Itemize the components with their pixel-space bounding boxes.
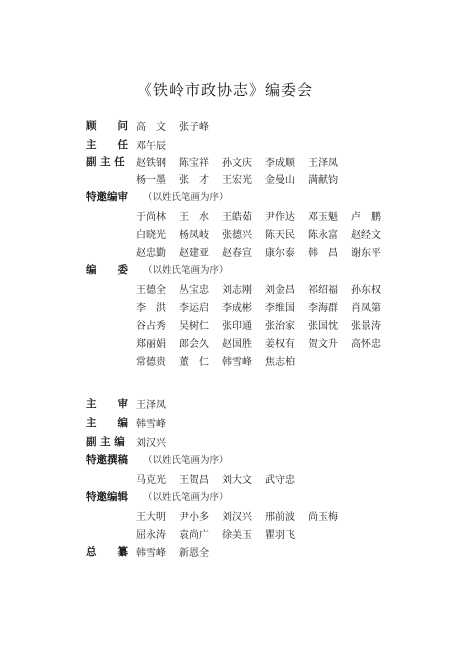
name: 谢东平 <box>351 248 381 259</box>
chief-reviewer-names <box>136 396 179 411</box>
name: 王 水 <box>179 212 209 223</box>
deputy-chief-editor-names <box>136 434 179 449</box>
chief-reviewer-label: 主 审 <box>86 398 128 410</box>
committee-names-line-3 <box>136 317 394 332</box>
deputy-director-label: 副 主 任 <box>86 156 125 168</box>
name: 赵忠勤 <box>136 248 166 259</box>
advisor-names <box>136 118 222 133</box>
name: 新恩全 <box>179 548 209 559</box>
order-note: （以姓氏笔画为序） <box>143 492 229 503</box>
name: 张子峰 <box>179 122 209 133</box>
name: 邢前波 <box>265 512 295 523</box>
name: 杨凤岐 <box>179 230 209 241</box>
special-writers-label: 特邀撰稿 <box>86 454 128 466</box>
name: 韩雪峰 <box>136 548 166 559</box>
name: 袁尚广 <box>179 530 209 541</box>
name: 王德全 <box>136 285 166 296</box>
name: 高 文 <box>136 122 166 133</box>
deputy-chief-editor-label: 副 主 编 <box>86 436 125 448</box>
name: 尚玉梅 <box>308 512 338 523</box>
director-names <box>136 137 179 152</box>
name: 李成彬 <box>222 303 252 314</box>
name: 康尔泰 <box>265 248 295 259</box>
name: 武守忠 <box>265 475 295 486</box>
name: 刘汉兴 <box>136 438 166 449</box>
name: 王大明 <box>136 512 166 523</box>
committee-names-line-5 <box>136 353 308 368</box>
name: 韩雪峰 <box>136 419 166 430</box>
committee-label: 编 委 <box>86 264 128 276</box>
name: 王泽凤 <box>308 158 338 169</box>
name: 董 仁 <box>179 357 209 368</box>
committee-names-line-1 <box>136 281 394 296</box>
name: 王泽凤 <box>136 400 166 411</box>
name: 贺文升 <box>308 339 338 350</box>
special-editor-names-line-1 <box>136 208 394 223</box>
name: 姜权有 <box>265 339 295 350</box>
name: 祁绍福 <box>308 285 338 296</box>
name: 焦志柏 <box>265 357 295 368</box>
name: 孙东权 <box>351 285 381 296</box>
name: 于尚林 <box>136 212 166 223</box>
special-editors-label: 特邀编审 <box>86 191 128 203</box>
special-editor-names-line-3 <box>136 244 394 259</box>
name: 刘汉兴 <box>222 512 252 523</box>
special-compiler-names-line-1 <box>136 508 351 523</box>
name: 屈永涛 <box>136 530 166 541</box>
name: 刘金昌 <box>265 285 295 296</box>
name: 张德兴 <box>222 230 252 241</box>
name: 韩 昌 <box>308 248 338 259</box>
name: 赵铁钢 <box>136 158 166 169</box>
chief-editor-label: 主 编 <box>86 417 128 429</box>
name: 张景涛 <box>351 321 381 332</box>
name: 尹小多 <box>179 512 209 523</box>
special-compilers-label: 特邀编辑 <box>86 491 128 503</box>
director-label: 主 任 <box>86 139 128 151</box>
name: 孙文庆 <box>222 158 252 169</box>
name: 赵建亚 <box>179 248 209 259</box>
name: 高怀忠 <box>351 339 381 350</box>
name: 张治家 <box>265 321 295 332</box>
deputy-director-names-line-1 <box>136 154 351 169</box>
special-compiler-names-line-2 <box>136 526 308 541</box>
name: 张印通 <box>222 321 252 332</box>
name: 王贺昌 <box>179 475 209 486</box>
name: 张 才 <box>179 175 209 186</box>
name: 邓玉魁 <box>308 212 338 223</box>
special-writer-names <box>136 471 308 486</box>
name: 吴树仁 <box>179 321 209 332</box>
order-note: （以姓氏笔画为序） <box>143 265 229 276</box>
name: 李运启 <box>179 303 209 314</box>
name: 赵国胜 <box>222 339 252 350</box>
order-note: （以姓氏笔画为序） <box>143 192 229 203</box>
committee-names-line-2 <box>136 299 394 314</box>
name: 丛宝忠 <box>179 285 209 296</box>
committee-names-line-4 <box>136 335 394 350</box>
name: 瞿羽飞 <box>265 530 295 541</box>
general-compiler-names <box>136 544 222 559</box>
name: 陈永富 <box>308 230 338 241</box>
name: 徐美玉 <box>222 530 252 541</box>
name: 赵经文 <box>351 230 381 241</box>
name: 常德贵 <box>136 357 166 368</box>
name: 金曼山 <box>265 175 295 186</box>
name: 满献钧 <box>308 175 338 186</box>
name: 李海群 <box>308 303 338 314</box>
name: 杨一墨 <box>136 175 166 186</box>
name: 王宏光 <box>222 175 252 186</box>
special-editor-names-line-2 <box>136 226 394 241</box>
name: 卢 鹏 <box>351 212 381 223</box>
name: 张国忱 <box>308 321 338 332</box>
deputy-director-names-line-2 <box>136 171 351 186</box>
name: 王皓茹 <box>222 212 252 223</box>
name: 李维国 <box>265 303 295 314</box>
name: 李成顺 <box>265 158 295 169</box>
page-title: 《铁岭市政协志》编委会 <box>136 81 313 99</box>
name: 赵春宣 <box>222 248 252 259</box>
name: 郎会久 <box>179 339 209 350</box>
advisor-label: 顾 问 <box>86 120 128 132</box>
name: 马克光 <box>136 475 166 486</box>
name: 肖凤第 <box>351 303 381 314</box>
name: 白晓光 <box>136 230 166 241</box>
name: 陈宝祥 <box>179 158 209 169</box>
name: 刘志刚 <box>222 285 252 296</box>
name: 韩雪峰 <box>222 357 252 368</box>
name: 邓午辰 <box>136 141 166 152</box>
name: 谷占秀 <box>136 321 166 332</box>
name: 陈天民 <box>265 230 295 241</box>
name: 郑丽娟 <box>136 339 166 350</box>
name: 李 洪 <box>136 303 166 314</box>
general-compiler-label: 总 纂 <box>86 546 128 558</box>
order-note: （以姓氏笔画为序） <box>143 455 229 466</box>
name: 尹作达 <box>265 212 295 223</box>
chief-editor-names <box>136 415 179 430</box>
name: 刘大文 <box>222 475 252 486</box>
